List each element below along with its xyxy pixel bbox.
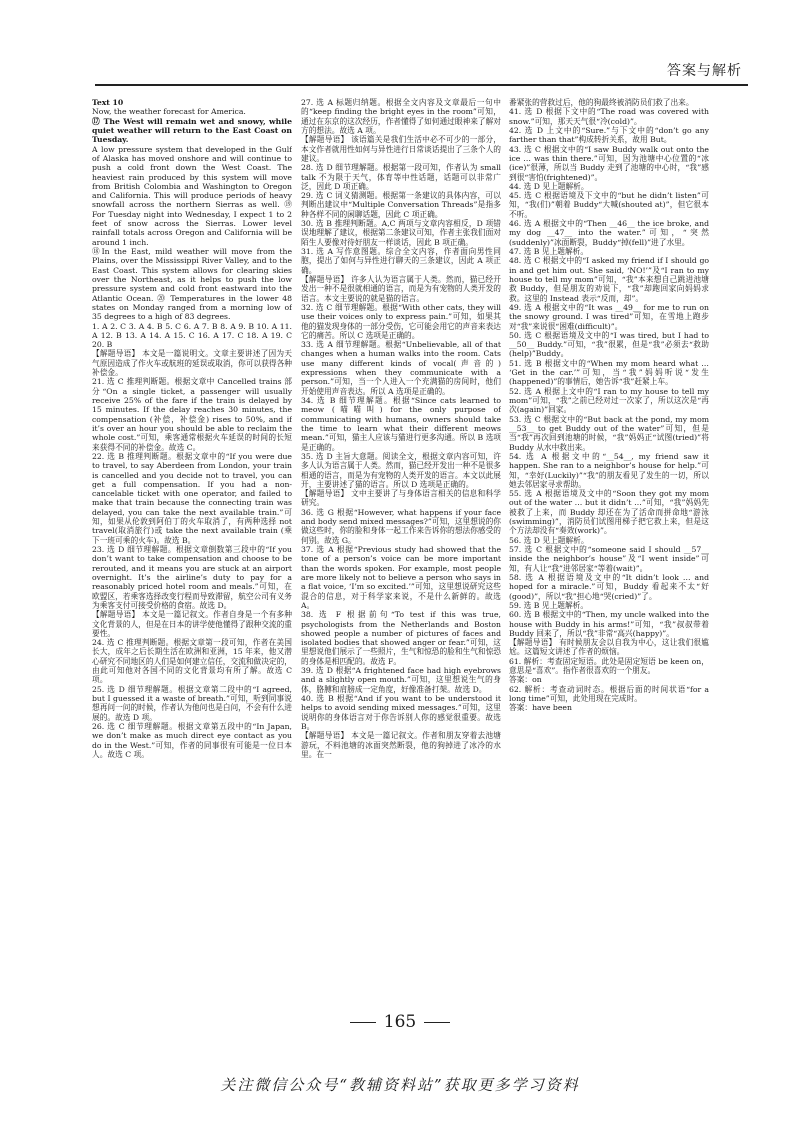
paragraph-q55: 55. 选 A 根据语境及文中的“Soon they got my mom out of the water … but it didn’t …”可知，“我”妈妈先被救了上来，而 Buddy 却还在为了活命而拼命地“游泳(swimming)”，消防员们试图用梯子把它救上来，但是这个方法却没有“奏效(work)”。: [509, 489, 709, 536]
paragraph-q24: 24. 选 C 推理判断题。根据文章第一段可知，作者在美国长大，成年之后长期生活在欧洲和亚洲，15 年来，他又潜心研究不同地区的人们是如何建立信任，交流和做决定的，由此可知他对各国不同的文化背景均有所了解。故选 C 项。: [92, 638, 292, 685]
paragraph-t10-1: Now, the weather forecast for America.: [92, 107, 246, 117]
paragraph-q61: 61. 解析：考查固定短语。此处是固定短语 be keen on，意思是“喜欢”。指作者很喜欢的一个朋友。: [509, 656, 709, 676]
paragraph-q59: 59. 选 B 见上题解析。: [509, 600, 589, 610]
paragraph-q26: 26. 选 C 细节理解题。根据文章第五段中的“In Japan, we don’t make as much direct eye contact as you do in the West.”可知，作者的同事很有可能是一位日本人。故选 C 项。: [92, 721, 292, 759]
middle-column: [301, 98, 501, 990]
paragraph-q52: 52. 选 A 根据上文中的“I ran to my house to tell my mom”可知，“我”之前已经对过一次家了，所以这次是“再次(again)”回家。: [509, 386, 709, 415]
paragraph-a62: 答案：have been: [509, 703, 572, 713]
paragraph-q28: 28. 选 D 细节理解题。根据第一段可知，作者认为 small talk 不为限于天气，体育等中性话题，话题可以非常广泛，因此 D 项正确。: [301, 163, 501, 191]
paragraph-q47: 47. 选 B 见上题解析。: [509, 247, 589, 256]
paragraph-q62: 62. 解析：考查动词时态。根据后面的时间状语“for a long time”可知，此处用现在完成时。: [509, 684, 709, 703]
paragraph-q38: 38. 选 F 根据前句“To test if this was true, psychologists from the Netherlands and Boston showed people a number of pictures of faces and isolated bodies that showed anger or fear.”可知，这里想说他们展示了一些照片，生气和惊恐的脸和生气和惊恐的身体是相匹配的。故选 F。: [301, 610, 501, 666]
paragraph-q50: 50. 选 C 根据语境及文中的“I was tired, but I had to __50__ Buddy.”可知，“我”很累，但是“我”必须去“救助(help)”Buddy。: [509, 330, 709, 359]
page-number: [0, 1012, 800, 1032]
paragraph-q22: 22. 选 B 推理判断题。根据文章中的“If you were due to travel, to say Aberdeen from London, your train is cancelled and you decide not to travel, you can get a full compensation. If you had a non-cancelable ticket with one operator, and failed to make that train because the connecting train was delayed, you can take the next available train.”可知，如果从伦敦到阿伯丁的火车取消了，有两种选择 not travel(取消旅行)或 take the next available train (乘下一班可乘的火车)。故选 B。: [92, 451, 292, 545]
paragraph-q40: 40. 选 B 根据“And if you want to be understood it helps to avoid sending mixed messages.”可知，这里说明你的身体语言对于你告诉别人你的感觉很重要。故选 B。: [301, 694, 501, 731]
paragraph-q57: 57. 选 C 根据文中的“someone said I should __57__ inside the neighbor’s house”及“I went inside”可知，有人让“我”进邻居家“等着(wait)”。: [509, 545, 709, 573]
dash-left: [350, 1022, 376, 1023]
paragraph-q41: 41. 选 D 根据下文中的“The road was covered with snow.”可知，那天天气很“冷(cold)”。: [509, 107, 709, 126]
paragraph-q37: 37. 选 A 根据“Previous study had showed that the tone of a person’s voice can be more important than the words spoken. For example, most people are more likely not to believe a person who says in a flat voice, ‘I’m so excited.’”可知，这里想说研究这些混合的信息，对于科学家来说，不是什么新鲜的。故选 A。: [301, 545, 501, 610]
paragraph-q31: 31. 选 A 写作意图题。综合全文内容，作者面向男性同胞，提出了如何与异性进行聊天的三条建议，因此 A 项正确。: [301, 247, 501, 275]
footer-note: 关注微信公众号“教辅资料站”获取更多学习资料: [220, 1076, 580, 1094]
paragraph-q42: 42. 选 D 上文中的“Sure.”与下文中的“don’t go any farther than that”构成转折关系，故用 But。: [509, 125, 709, 145]
paragraph-q60: 60. 选 B 根据文中的“Then, my uncle walked into the house with Buddy in his arms!”可知，“我”叔叔带着 Buddy 回来了，所以“我”非常“高兴(happy)”。: [509, 610, 709, 638]
paragraph-q48: 48. 选 C 根据文中的“I asked my friend if I should go in and get him out. She said, ‘NO!’”及“I ran to my house to tell my mom”可知，“我”本来想自己跳进池塘救 Buddy，但是朋友的劝说下，“我”却跑回家向妈妈求救。这里的 Instead 表示“反而，却”。: [509, 256, 709, 303]
paragraph-guide-21: 【解题导语】 本文是一篇说明文。文章主要讲述了因为天气原因造成了作火车或航班的延误或取消，你可以获得各种补偿金。: [92, 349, 292, 378]
page-header: [95, 58, 748, 86]
paragraph-guide-28: 【解题导语】 该语篇关是我们生活中必不可少的一部分，本文作者就用性如何与异性进行日常谈话提出了三条个人的建议。: [301, 135, 501, 163]
paragraph-q58: 58. 选 A 根据语境及文中的“It didn’t look … and hoped for a miracle.”可知，Buddy 看起来不太“好(good)”，所以“我”担心地“哭(cried)”了。: [509, 572, 709, 601]
left-column: [92, 98, 292, 990]
paragraph-q35: 35. 选 D 主旨大意题。阅读全文，根据文章内容可知，许多人认为语言属于人类。然而，猫已经开发出一种不是很多相通的语言，而是为有宠物的人类开发的语言。本文以此展开，主要讲述了猫的语言。所以 D 选项是正确的。: [301, 451, 501, 489]
paragraph-q32: 32. 选 C 细节理解题。根据“With other cats, they will use their voices only to express pain.”可知，如果其他的猫发现身体的一部分受伤，它可能会用它的声音来表达它的痛苦。所以 C 选项是正确的。: [301, 302, 501, 340]
paragraph-q49: 49. 选 A 根据文中的“It was __49__ for me to run on the snowy ground. I was tired”可知，在雪地上跑步对“我”来说很“困难(difficult)”。: [509, 302, 709, 331]
paragraph-q23: 23. 选 D 细节理解题。根据文章倒数第三段中的“If you don’t want to take compensation and choose to be rerouted, and it means you are stuck at an airport overnight. It’s the airline’s duty to pay for a reasonably priced hotel room and meals.”可知，在欧盟区，若乘客选择改变行程而导致滞留，航空公司有义务为乘客支付可接受价格的食宿。故选 D。: [92, 545, 292, 610]
paragraph-q29: 29. 选 C 词义猜测题。根据第一条建议的具体内容，可以判断出建议中“Multiple Conversation Threads”是指多种各样不同的闲聊话题，因此 C 项正确。: [301, 191, 501, 219]
paragraph-t10-4: ⑱In the East, mild weather will move from the Plains, over the Mississippi River Valley, and to the East Coast. This system allows for clearing skies over the Northeast, as it helps to push the low pressure system and cold front eastward into the Atlantic Ocean. ⑳ Temperatures in the lower 48 states on Monday ranged from a morning low of 35 degrees to a high of 83 degrees.: [92, 247, 292, 322]
paragraph-guide-24: 【解题导语】 本文是一篇记叙文。作者自身是一个有多种文化背景的人，但是在日本的讲学使他懂得了跟种交流的重要性。: [92, 610, 292, 638]
paragraph-q53: 53. 选 C 根据文中的“But back at the pond, my mom __53__ to get Buddy out of the water”可知，但是当“我”再次回到池塘的时候，“我”妈妈正“试图(tried)”将 Buddy 从水中救出来。: [509, 414, 709, 452]
paragraph-a61: 答案：on: [509, 675, 542, 685]
paragraph-guide-41: 【解题导语】 本文是一篇记叙文。作者和朋友穿着去池塘游玩，不料池塘的冰面突然断裂，他的狗掉进了冰冷的水里。在一: [301, 731, 501, 759]
paragraph-q43: 43. 选 C 根据文中的“I saw Buddy walk out onto the ice … was thin there.”可知，因为池塘中心位置的“冰(ice)”很薄，所以当 Buddy 走到了池塘的中心时，“我”感到很“害怕(frightened)”。: [509, 144, 709, 182]
page-number-value: 165: [383, 1012, 417, 1032]
paragraph-guide-61: 【解题导语】 有时候朋友会以自我为中心，这让我们很尴尬。这篇短文讲述了作者的烦恼。: [509, 638, 709, 657]
paragraph-q25: 25. 选 D 细节理解题。根据文章第二段中的“I agreed, but I guessed it a waste of breath.”可知，听到同事说想再问一问的时候，作者认为他问也是白问，不会有什么进展的。故选 D 项。: [92, 684, 292, 722]
paragraph-ans-1: 1. A 2. C 3. A 4. B 5. C 6. A 7. B 8. A 9. B 10. A 11. A 12. B 13. A 14. A 15. C 16. A 17. C 18. A 19. C 20. B: [92, 321, 292, 350]
paragraph-q39: 39. 选 D 根据“A frightened face had high eyebrows and a slightly open mouth.”可知，这里想说生气的身体，胳膊和肩膀成一定角度，好像准备打架。故选 D。: [301, 666, 501, 694]
paragraph-q30: 30. 选 B 推理判断题。A,C 两项与文章内容相反，D 项错误地理解了建议，根据第二条建议可知，作者主张我们面对陌生人要像对待好朋友一样谈话，因此 B 项正确。: [301, 219, 501, 247]
dash-right: [424, 1022, 450, 1023]
paragraph-q51: 51. 选 B 根据文中的“When my mom heard what … ‘Get in the car.’”可知，当“我”妈妈听说“发生(happened)”的事情后，她告诉“我”赶紧上车。: [509, 358, 709, 387]
paragraph-q45: 45. 选 C 根据语境及下文中的“but he didn’t listen”可知，“我(们)”朝着 Buddy“大喊(shouted at)”，但它很本不听。: [509, 191, 709, 219]
paragraph-q46: 46. 选 A 根据文中的“Then __46__ the ice broke, and my dog __47__ into the water.”可知，“突然(suddenly)”冰面断裂，Buddy“掉(fell)”进了水里。: [509, 219, 709, 247]
paragraph-guide-41b: 番紧张的营救过后，他的狗最终被消防员们救了出来。: [509, 98, 694, 107]
paragraph-q54: 54. 选 A 根据文中的“__54__, my friend saw it happen. She ran to a neighbor’s house for help.”可知，“幸好(Luckily)”“我”的朋友看见了发生的一切，所以她去邻居家寻求帮助。: [509, 451, 709, 489]
paragraph-q21: 21. 选 C 推理判断题。根据文章中 Cancelled trains 部分“On a single ticket, a passenger will usually receive 25% of the fare if the train is delayed by 15 minutes. If the delay reaches 30 minutes, the compensation (补偿，补偿金) rises to 50%, and if it’s over an hour you should be able to reclaim the whole cost.”可知，乘客通常根据火车延误的时间的长短来获得不同的补偿金。故选 C。: [92, 377, 292, 452]
paragraph-guide-32: 【解题导语】 许多人认为语言属于人类。然而，猫已经开发出一种不是很就相通的语言，而是为有宠物的人类开发的语言。本文主要说的就是猫的语言。: [301, 274, 501, 303]
paragraph-q27: 27. 选 A 标题归纳题。根据全文内容及文章最后一句中的“keep finding the bright eyes in the room”可知，通过在东京的这次经历，作者懂得了如何通过眼神来了解对方的想法。故选 A 项。: [301, 98, 501, 135]
right-column: [509, 98, 709, 990]
paragraph-q44: 44. 选 D 见上题解析。: [509, 181, 589, 191]
header-title: 答案与解析: [667, 63, 742, 79]
paragraph-t10-3: A low pressure system that developed in the Gulf of Alaska has moved onshore and will continue to push a cold front down the West Coast. The heaviest rain produced by this system will move from British Colombia and Washington to Oregon and California. This will produce periods of heavy snowfall across the northern Sierras as well. ⑲ For Tuesday night into Wednesday, I expect 1 to 2 feet of snow across the Sierras. Lower level rainfall totals across Oregon and California will be around 1 inch.: [92, 144, 292, 247]
paragraph-q33: 33. 选 A 细节理解题。根据“Unbelievable, all of that changes when a human walks into the room. Cats use many different kinds of vocal(声音的) expressions when they communicate with a person.”可知，当一个人进入一个充满猫的房间时，他们开始使用声音表达。所以 A 选项是正确的。: [301, 340, 501, 396]
paragraph-q36: 36. 选 G 根据“However, what happens if your face and body send mixed messages?”可知，这里想说的你做这些时，你的脸和身体一起工作来告诉你的想法你感受的何别。故选 G。: [301, 507, 501, 545]
paragraph-q56: 56. 选 D 见上题解析。: [509, 535, 589, 545]
paragraph-text-title: Text 10: [92, 98, 124, 107]
paragraph-q34: 34. 选 B 细节理解题。根据“Since cats learned to meow (喵喵叫) for the only purpose of communicating with humans, owners should take the time to learn what their different meows mean.”可知，猫主人应该与猫进行更多沟通。所以 B 选项是正确的。: [301, 396, 501, 452]
paragraph-t10-2: ⑰ The West will remain wet and snowy, while quiet weather will return to the East Coast on Tuesday.: [92, 116, 292, 145]
paragraph-guide-36: 【解题导语】 文中主要讲了与身体语言相关的信息和科学研究。: [301, 489, 501, 508]
